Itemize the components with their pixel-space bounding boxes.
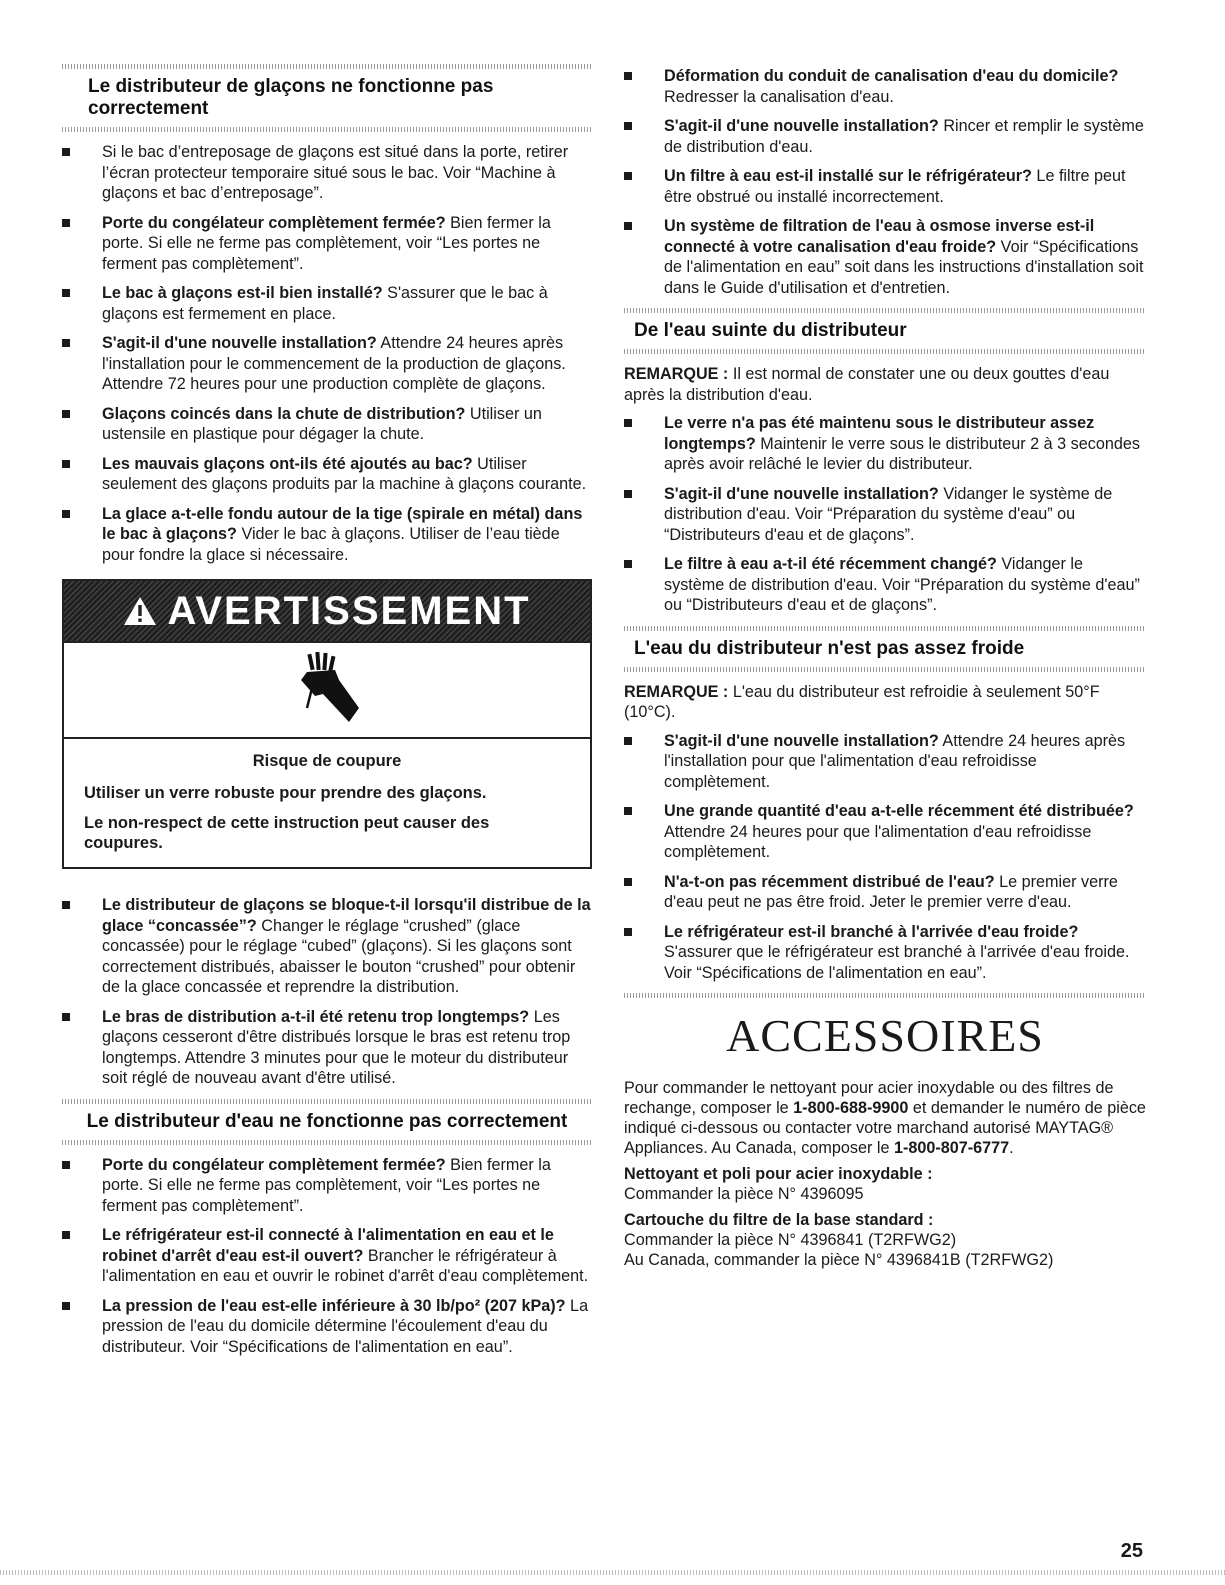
section-header-ice-dispenser [62,64,592,132]
accessories-intro: Pour commander le nettoyant pour acier inoxydable ou des filtres de rechange, composer le 1-800-688-9900 et demander le numéro de pièce indiqué ci-dessous ou contacter votre marchand autorisé MAYTAG® Appliances. Au Canada, composer le 1-800-807-6777. [624,1079,1146,1157]
bottom-rule [0,1570,1225,1575]
accessory-item [624,1164,1146,1204]
accessory-part: Commander la pièce N° 4396841 (T2RFWG2) [624,1231,957,1249]
warning-line: Le non-respect de cette instruction peut causer des coupures. [84,814,490,852]
bullet-icon [62,1302,70,1310]
cut-hand-icon [287,650,367,730]
bullet-icon [62,289,70,297]
warning-banner [64,581,590,643]
section-title: Le distributeur de glaçons ne fonctionne pas correctement [88,76,494,119]
bullet-icon [62,219,70,227]
accessory-part: Commander la pièce N° 4396095 [624,1185,864,1203]
water-leak-list [624,413,1146,616]
accessory-part: Au Canada, commander la pièce N° 4396841B (T2RFWG2) [624,1251,1054,1269]
accessory-item [624,1210,1146,1270]
list-item: Une grande quantité d'eau a-t-elle récemment été distribuée? Attendre 24 heures pour que l'alimentation d'eau refroidisse complètement. [624,801,1146,863]
bullet-icon [624,222,632,230]
list-item: Le filtre à eau a-t-il été récemment changé? Vidanger le système de distribution d'eau. Voir “Préparation du système d'eau” ou “Distributeurs d'eau et de glaçons”. [624,554,1146,616]
list-item: Les mauvais glaçons ont-ils été ajoutés au bac? Utiliser seulement des glaçons produits par la machine à glaçons courante. [62,454,592,495]
bullet-icon [624,878,632,886]
bullet-icon [62,901,70,909]
warning-triangle-icon [123,595,157,627]
right-column [624,66,1146,1276]
warning-risk: Risque de coupure [252,752,402,770]
list-item: La pression de l'eau est-elle inférieure à 30 lb/po² (207 kPa)? La pression de l'eau du domicile détermine l'écoulement d'eau du distributeur. Voir “Spécifications de l'alimentation en eau”. [62,1296,592,1358]
list-item: Le réfrigérateur est-il branché à l'arrivée d'eau froide? S'assurer que le réfrigérateur est branché à l'arrivée d'eau froide. Voir “Spécifications de l'alimentation en eau”. [624,922,1146,984]
bullet-icon [624,419,632,427]
bullet-icon [624,172,632,180]
section-header-water-dispenser [62,1099,592,1145]
warning-title: AVERTISSEMENT [167,588,531,633]
list-item: Le distributeur de glaçons se bloque-t-il lorsqu'il distribue de la glace “concassée”? Changer le réglage “crushed” (glace concassée) pour le réglage “cubed” (glaçons). Si les glaçons sont correctement distribués, abaisser le bouton “crushed” pour obtenir de la glace concassée et reprendre la distribution. [62,895,592,998]
ice-dispenser-list [62,142,592,565]
list-item: S'agit-il d'une nouvelle installation? Attendre 24 heures après l'installation pour le commencement de la production de glaçons. Attendre 72 heures pour une production complète de glaçons. [62,333,592,395]
list-item: Un filtre à eau est-il installé sur le réfrigérateur? Le filtre peut être obstrué ou installé incorrectement. [624,166,1146,207]
list-item: Le verre n'a pas été maintenu sous le distributeur assez longtemps? Maintenir le verre sous le distributeur 2 à 3 secondes après avoir relâché le levier du distributeur. [624,413,1146,475]
accessory-label: Nettoyant et poli pour acier inoxydable : [624,1165,933,1183]
accessories-heading: ACCESSOIRES [726,1010,1044,1061]
note-paragraph: REMARQUE : L'eau du distributeur est refroidie à seulement 50°F (10°C). [624,682,1100,721]
warning-text [64,739,590,867]
section-title: Le distributeur d'eau ne fonctionne pas correctement [86,1110,568,1132]
divider [624,993,1146,998]
list-item: N'a-t-on pas récemment distribué de l'eau? Le premier verre d'eau peut ne pas être froid. Jeter le premier verre d'eau. [624,872,1146,913]
list-item: Le réfrigérateur est-il connecté à l'alimentation en eau et le robinet d'arrêt d'eau est-il ouvert? Brancher le réfrigérateur à l'alimentation en eau et ouvrir le robinet d'arrêt d'eau complètement. [62,1225,592,1287]
bullet-icon [624,72,632,80]
list-item: Si le bac d’entreposage de glaçons est situé dans la porte, retirer l’écran protecteur temporaire situé sous le bac. Voir “Machine à glaçons et bac d’entreposage”. [62,142,592,204]
section-title: L'eau du distributeur n'est pas assez froide [634,637,1025,659]
list-item: S'agit-il d'une nouvelle installation? Vidanger le système de distribution d'eau. Voir “Préparation du système d'eau” ou “Distributeurs d'eau et de glaçons”. [624,484,1146,546]
accessory-label: Cartouche du filtre de la base standard : [624,1211,934,1229]
list-item: Le bras de distribution a-t-il été retenu trop longtemps? Les glaçons cesseront d'être distribués lorsque le bras est retenu trop longtemps. Attendre 3 minutes pour que le moteur du distributeur soit réglé de nouveau avant d'être utilisé. [62,1007,592,1089]
list-item: Déformation du conduit de canalisation d'eau du domicile? Redresser la canalisation d'eau. [624,66,1146,107]
bullet-icon [624,560,632,568]
bullet-icon [624,490,632,498]
bullet-icon [62,1161,70,1169]
warning-line: Utiliser un verre robuste pour prendre des glaçons. [84,784,487,802]
bullet-icon [624,122,632,130]
list-item: Le bac à glaçons est-il bien installé? S'assurer que le bac à glaçons est fermement en place. [62,283,592,324]
section-header-water-leak [624,308,1146,354]
bullet-icon [62,148,70,156]
warning-icon-area [64,643,590,739]
left-column [62,64,592,1367]
bullet-icon [62,410,70,418]
list-item: Glaçons coincés dans la chute de distribution? Utiliser un ustensile en plastique pour dégager la chute. [62,404,592,445]
water-dispenser-list [62,1155,592,1358]
list-item: S'agit-il d'une nouvelle installation? Rincer et remplir le système de distribution d'eau. [624,116,1146,157]
bullet-icon [62,339,70,347]
bullet-icon [624,928,632,936]
phone-number: 1-800-807-6777 [893,1139,1010,1157]
phone-number: 1-800-688-9900 [793,1099,909,1117]
bullet-icon [62,460,70,468]
list-item: Porte du congélateur complètement fermée? Bien fermer la porte. Si elle ne ferme pas complètement, voir “Les portes ne ferment pas complètement”. [62,1155,592,1217]
list-item: La glace a-t-elle fondu autour de la tige (spirale en métal) dans le bac à glaçons? Vider le bac à glaçons. Utiliser de l’eau tiède pour fondre la glace si nécessaire. [62,504,592,566]
list-item: Un système de filtration de l'eau à osmose inverse est-il connecté à votre canalisation d'eau froide? Voir “Spécifications de l'alimentation en eau” soit dans les instructions d'installation soit dans le Guide d'utilisation et d'entretien. [624,216,1146,298]
bullet-icon [62,1013,70,1021]
list-item: Porte du congélateur complètement fermée? Bien fermer la porte. Si elle ne ferme pas complètement, voir “Les portes ne ferment pas complètement”. [62,213,592,275]
section-title: De l'eau suinte du distributeur [634,320,907,341]
ice-dispenser-list-continued [62,895,592,1089]
bullet-icon [624,807,632,815]
bullet-icon [62,1231,70,1239]
section-header-water-not-cold [624,626,1146,672]
page-number: 25 [1120,1540,1143,1562]
list-item: S'agit-il d'une nouvelle installation? Attendre 24 heures après l'installation pour que l'alimentation d'eau refroidisse complètement. [624,731,1146,793]
bullet-icon [62,510,70,518]
note-paragraph: REMARQUE : Il est normal de constater une ou deux gouttes d'eau après la distribution d'eau. [624,365,1110,404]
water-not-cold-list [624,731,1146,984]
water-dispenser-list-continued [624,66,1146,298]
warning-box [62,579,592,869]
bullet-icon [624,737,632,745]
